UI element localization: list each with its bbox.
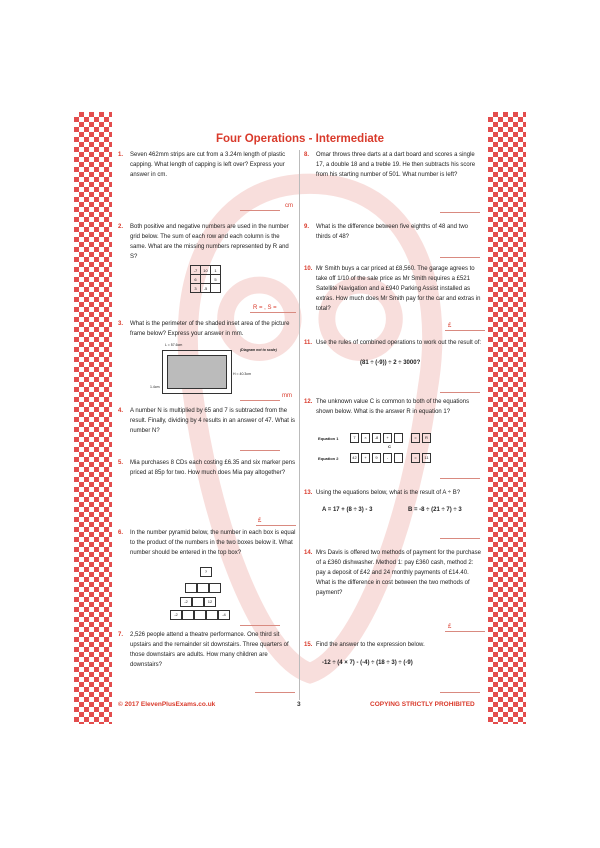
pyramid-row-top: ? bbox=[200, 567, 212, 577]
question-1: 1. Seven 462mm strips are cut from a 3.24m length of plastic capping. What length of capping is left over? Express your answer in cm. bbox=[118, 152, 286, 178]
question-13: 13. Using the equations below, what is the result of A ÷ B? bbox=[304, 490, 461, 496]
checker-border-left bbox=[74, 112, 112, 724]
picture-frame-outer bbox=[162, 350, 232, 394]
question-10: 10. Mr Smith buys a car priced at £8,560. The garage agrees to take off 1/10 of the sale price as Mr Smith requires a £521 Satellite Navigation and a £940 Parking Assist installed as extras. How much does Mr Smith pay for the car and extras in total? bbox=[304, 266, 481, 312]
answer-line-13[interactable] bbox=[440, 538, 480, 539]
answer-line-3[interactable] bbox=[240, 400, 280, 401]
answer-line-10[interactable] bbox=[445, 330, 485, 331]
frame-height-label: H = 40.3cm bbox=[233, 372, 251, 376]
question-11: 11. Use the rules of combined operations to work out the result of: bbox=[304, 340, 482, 346]
answer-line-4[interactable] bbox=[240, 450, 280, 451]
page-title: Four Operations - Intermediate bbox=[215, 133, 385, 145]
question-2: 2. Both positive and negative numbers are used in the number grid below. The sum of each row and each column is the same. What are the missing numbers represented by R and S? bbox=[118, 224, 289, 260]
answer-unit-1: cm bbox=[285, 203, 293, 209]
diagram-note: (Diagram not to scale) bbox=[240, 348, 277, 352]
answer-line-14[interactable] bbox=[445, 631, 485, 632]
frame-length-label: L = 57.6cm bbox=[165, 343, 183, 347]
answer-line-12[interactable] bbox=[440, 478, 480, 479]
footer-notice: COPYING STRICTLY PROHIBITED bbox=[370, 701, 475, 708]
pyramid-row-4: -2 -4 bbox=[170, 610, 230, 620]
answer-line-8[interactable] bbox=[440, 212, 480, 213]
checker-border-right bbox=[488, 112, 526, 724]
footer-copyright: © 2017 ElevenPlusExams.co.uk bbox=[118, 701, 216, 708]
answer-line-5[interactable] bbox=[256, 525, 296, 526]
expression-13a: A = 17 + (8 ÷ 3) - 3 bbox=[322, 507, 373, 513]
question-3: 3. What is the perimeter of the shaded inset area of the picture frame below? Express your answer in mm. bbox=[118, 321, 290, 337]
answer-line-7[interactable] bbox=[255, 692, 295, 693]
frame-side-label: 1.4cm bbox=[150, 385, 160, 389]
answer-unit-3: mm bbox=[282, 393, 292, 399]
footer-page-number: 3 bbox=[297, 701, 301, 708]
expression-13b: B = -8 ÷ (21 ÷ 7) ÷ 3 bbox=[408, 507, 462, 513]
pyramid-row-3: -2 12 bbox=[180, 597, 216, 607]
question-5: 5. Mia purchases 8 CDs each costing £6.35 and six marker pens priced at 85p for two. How much does Mia pay altogether? bbox=[118, 460, 296, 476]
picture-frame-inset bbox=[167, 355, 227, 389]
answer-unit-14: £ bbox=[448, 624, 452, 630]
pyramid-row-2 bbox=[185, 583, 221, 593]
answer-line-9[interactable] bbox=[440, 257, 480, 258]
answer-line-2[interactable] bbox=[250, 312, 296, 313]
answer-line-1[interactable] bbox=[240, 210, 280, 211]
answer-line-6[interactable] bbox=[240, 625, 280, 626]
equation-1-row: Equation 1 7 × -8 + = R bbox=[318, 433, 431, 443]
equation-2-row: Equation 2 42 + 9 - = 11 bbox=[318, 453, 431, 463]
question-12: 12. The unknown value C is common to both of the equations shown below. What is the answer R in equation 1? bbox=[304, 399, 470, 415]
question-9: 9. What is the difference between five eighths of 48 and two thirds of 48? bbox=[304, 224, 468, 240]
question-7: 7. 2,526 people attend a theatre performance. One third sit upstairs and the remainder sit downstairs. Three quarters of those downstairs are adults. How many children are downstairs? bbox=[118, 632, 289, 668]
question-8: 8. Omar throws three darts at a dart board and scores a single 17, a double 18 and a treble 19. He then subtracts his score from his starting number of 501. What number is left? bbox=[304, 152, 476, 178]
answer-unit-10: £ bbox=[448, 323, 452, 329]
question-15: 15. Find the answer to the expression below. bbox=[304, 642, 425, 648]
question-6: 6. In the number pyramid below, the number in each box is equal to the product of the numbers in the two boxes below it. What number should be entered in the top box? bbox=[118, 530, 296, 556]
answer-unit-2: R = , S = bbox=[253, 305, 277, 311]
common-value-c: C bbox=[388, 444, 391, 449]
expression-11: (81 ÷ (-9)) ÷ 2 ÷ 3000? bbox=[360, 360, 421, 366]
answer-line-15[interactable] bbox=[440, 692, 480, 693]
question-14: 14. Mrs Davis is offered two methods of payment for the purchase of a £360 dishwasher. Method 1: pay £360 cash, method 2: pay a deposit of £42 and 24 monthly payments of £14.40. What is the difference in cost between the two methods of payment? bbox=[304, 550, 481, 596]
number-grid: -7 10 1 6 5 3 -5 bbox=[190, 265, 221, 293]
column-divider bbox=[299, 150, 300, 700]
answer-unit-5: £ bbox=[258, 518, 262, 524]
answer-line-11[interactable] bbox=[440, 392, 480, 393]
expression-15: -12 ÷ (4 × 7) - (-4) ÷ (18 ÷ 3) ÷ (-9) bbox=[322, 660, 413, 666]
question-4: 4. A number N is multiplied by 65 and 7 is subtracted from the result. Finally, dividing by 4 results in an answer of 47. What is number N? bbox=[118, 408, 295, 434]
